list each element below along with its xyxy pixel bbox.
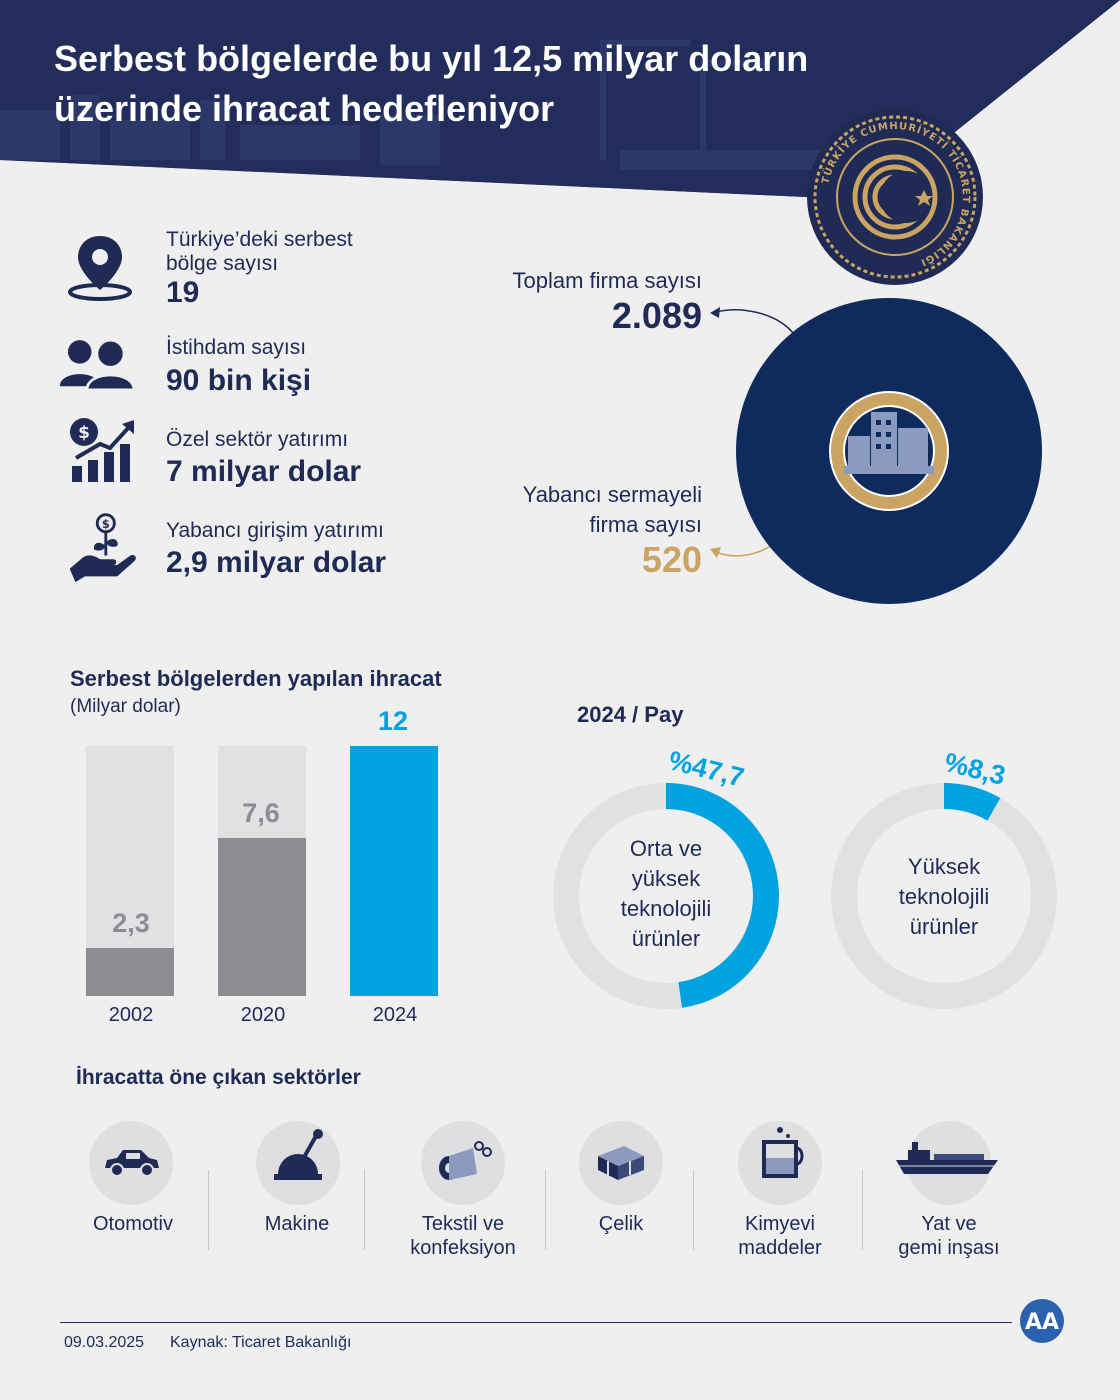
sector-label-celik [536, 1212, 706, 1236]
bar-2020 [218, 838, 306, 996]
bar-chart-title: Serbest bölgelerden yapılan ihracat [70, 666, 442, 691]
foreign-firms-value: 520 [641, 539, 702, 580]
sector-label-otomotiv-line1: Otomotiv [92, 1213, 174, 1235]
bar-track-2020 [218, 746, 306, 996]
location-pin-icon [66, 232, 142, 308]
sector-label-otomotiv [48, 1212, 218, 1236]
donut-2-percent: %8,3 [941, 747, 1009, 792]
footer-rule [60, 1322, 1012, 1323]
car-icon [101, 1142, 161, 1182]
sector-label-tekstil-line2: konfeksiyon [410, 1237, 516, 1259]
sector-label-makine-line1: Makine [264, 1213, 330, 1235]
stat-label-zone-count: Türkiye’deki serbest bölge sayısı [166, 228, 353, 275]
ship-icon [894, 1140, 1004, 1180]
sector-label-gemi-line2: gemi inşası [898, 1237, 1000, 1259]
bar-track-2024 [350, 746, 438, 996]
sector-label-kimyevi-line1: Kimyevi [744, 1213, 815, 1235]
stat-label-employment: İstihdam sayısı [166, 336, 307, 359]
donut-1-percent: %47,7 [665, 745, 748, 793]
sector-label-kimyevi [695, 1212, 865, 1260]
ministry-seal [806, 108, 984, 286]
bar-value-2020: 7,6 [242, 798, 280, 828]
foreign-firms-label-line2: firma sayısı [589, 512, 702, 537]
bar-value-2024: 12 [377, 706, 409, 736]
donut-1-label-line2: yüksek [631, 866, 701, 891]
sector-label-gemi [864, 1212, 1034, 1260]
stat-value-private-investment: 7 milyar dolar [166, 455, 362, 488]
machine-lever-icon [268, 1128, 328, 1188]
stat-value-employment: 90 bin kişi [166, 364, 312, 397]
bar-2024 [350, 746, 438, 996]
sector-label-celik-line1: Çelik [598, 1213, 644, 1235]
firm-circle [736, 298, 1042, 604]
donut-2-label-line3: ürünler [909, 914, 979, 939]
sector-divider [693, 1170, 694, 1250]
sectors-title: İhracatta öne çıkan sektörler [76, 1066, 361, 1089]
svg-text:$: $ [101, 516, 110, 531]
donut-2-label [864, 852, 1024, 942]
sector-divider [545, 1170, 546, 1250]
bar-year-2020: 2020 [240, 1004, 286, 1026]
stat-value-foreign-investment: 2,9 milyar dolar [166, 546, 387, 579]
stat-label-foreign-investment: Yabancı girişim yatırımı [166, 519, 384, 542]
bar-year-2024: 2024 [372, 1004, 418, 1026]
bar-2002 [86, 948, 174, 996]
footer-source: Kaynak: Ticaret Bakanlığı [170, 1334, 352, 1351]
sector-label-tekstil [378, 1212, 548, 1260]
donut-1-label-line1: Orta ve [629, 836, 703, 861]
bar-year-2002: 2002 [108, 1004, 154, 1026]
seal-text: TÜRKİYE CUMHURİYETİ TİCARET BAKANLIĞI [820, 120, 972, 268]
total-firms-label: Toplam firma sayısı [512, 268, 702, 293]
total-firms-value: 2.089 [611, 295, 702, 336]
donut-section-title: 2024 / Pay [577, 702, 684, 727]
beaker-icon [756, 1124, 806, 1184]
stat-label-private-investment: Özel sektör yatırımı [166, 428, 349, 451]
growth-chart-icon [66, 414, 142, 490]
svg-text:$: $ [78, 423, 90, 443]
sector-divider [862, 1170, 863, 1250]
donut-1-label-line3: teknolojili [620, 896, 712, 921]
sector-label-kimyevi-line2: maddeler [738, 1237, 822, 1259]
hand-investment-icon [64, 508, 140, 584]
people-icon [58, 332, 134, 408]
donut-1-label-line4: ürünler [631, 926, 701, 951]
page-title: Serbest bölgelerde bu yıl 12,5 milyar doların üzerinde ihracat hedefleniyor [54, 38, 809, 129]
footer-date: 09.03.2025 [64, 1334, 145, 1351]
sector-divider [364, 1170, 365, 1250]
bar-chart-subtitle: (Milyar dolar) [70, 696, 181, 717]
aa-logo-text: AA [1024, 1310, 1060, 1335]
aa-logo [1018, 1296, 1066, 1346]
foreign-firms-label-line1: Yabancı sermayeli [522, 482, 702, 507]
sector-divider [208, 1170, 209, 1250]
textile-roll-icon [433, 1138, 493, 1186]
bar-value-2002: 2,3 [112, 908, 150, 938]
sector-label-tekstil-line1: Tekstil ve [421, 1213, 505, 1235]
donut-2-label-line1: Yüksek [907, 854, 981, 879]
stat-value-zone-count: 19 [166, 276, 200, 309]
bar-chart [86, 706, 446, 996]
sector-label-gemi-line1: Yat ve [921, 1213, 977, 1235]
sector-label-makine [212, 1212, 382, 1236]
steel-beams-icon [594, 1136, 648, 1186]
donut-2-label-line2: teknolojili [898, 884, 990, 909]
donut-1-label [586, 834, 746, 954]
bar-track-2002 [86, 746, 174, 996]
